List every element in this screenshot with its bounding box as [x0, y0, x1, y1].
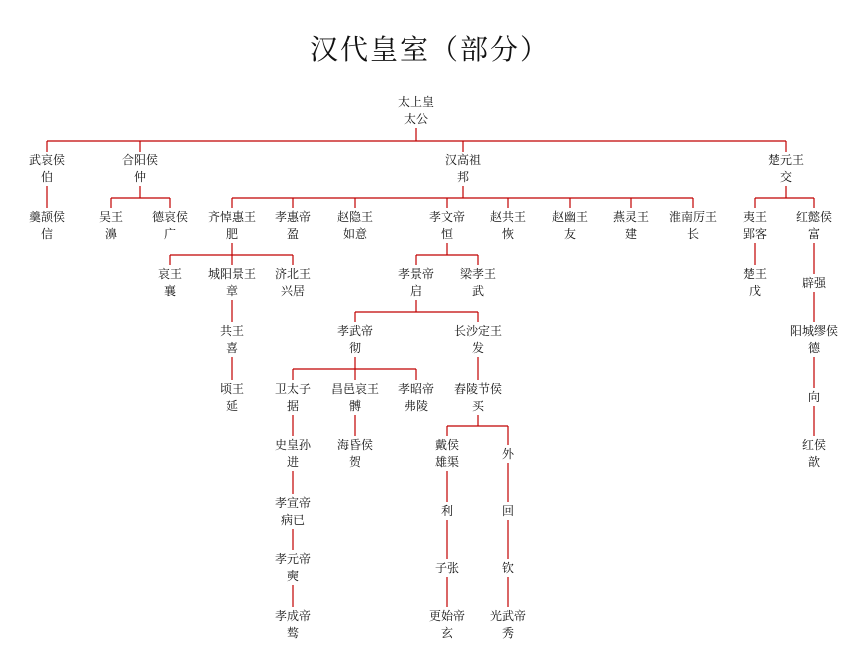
node-jibeiwang [275, 266, 311, 300]
node-role: 孝景帝 [397, 267, 435, 281]
node-name: 弗陵 [403, 399, 429, 413]
node-name: 郢客 [742, 227, 768, 241]
node-role: 舂陵节侯 [453, 382, 503, 396]
node-name: 贺 [348, 455, 362, 469]
node-role: 齐悼惠王 [207, 210, 257, 224]
node-role: 夷王 [742, 210, 768, 224]
node-role: 哀王 [157, 267, 183, 281]
node-chonglingjiehou [454, 381, 502, 415]
node-role: 长沙定王 [453, 324, 503, 338]
node-name: 钦 [501, 561, 515, 575]
node-name: 太公 [403, 112, 429, 126]
node-name: 武 [471, 284, 485, 298]
node-name: 回 [501, 504, 515, 518]
node-huainanliwang [669, 209, 717, 243]
node-role: 共王 [219, 324, 245, 338]
node-wuaihou [29, 152, 65, 186]
node-name: 雄渠 [434, 455, 460, 469]
node-chengdi [275, 608, 311, 642]
node-qin [502, 560, 514, 577]
node-name: 兴居 [280, 284, 306, 298]
node-wudi [337, 323, 373, 357]
node-gengshidi [429, 608, 465, 642]
node-liangxiaowang [460, 266, 496, 300]
node-name: 病已 [280, 513, 306, 527]
node-guangwudi [490, 608, 526, 642]
node-name: 广 [163, 227, 177, 241]
node-role: 光武帝 [489, 609, 527, 623]
node-role: 太上皇 [397, 95, 435, 109]
node-name: 据 [286, 399, 300, 413]
node-zhaodi [398, 381, 434, 415]
node-name: 外 [501, 447, 515, 461]
node-name: 富 [807, 227, 821, 241]
node-yuandi [275, 551, 311, 585]
node-name: 如意 [342, 227, 368, 241]
node-wai [502, 446, 514, 463]
node-shihuangsun [275, 437, 311, 471]
node-name: 秀 [501, 626, 515, 640]
node-zhaogongwang [490, 209, 526, 243]
node-qidaohuiwang [208, 209, 256, 243]
node-role: 楚元王 [767, 153, 805, 167]
node-name: 德 [807, 341, 821, 355]
node-role: 羹颉侯 [28, 210, 66, 224]
node-role: 德哀侯 [151, 210, 189, 224]
node-name: 恒 [440, 227, 454, 241]
node-name: 建 [624, 227, 638, 241]
node-role: 孝昭帝 [397, 382, 435, 396]
node-name: 髆 [348, 399, 362, 413]
node-aiwang [158, 266, 182, 300]
node-zhaoyinwang [337, 209, 373, 243]
node-name: 发 [471, 341, 485, 355]
node-jingdi [398, 266, 434, 300]
node-role: 济北王 [274, 267, 312, 281]
node-name: 交 [779, 170, 793, 184]
node-xiang [808, 389, 820, 406]
node-role: 孝元帝 [274, 552, 312, 566]
node-name: 启 [409, 284, 423, 298]
node-name: 子张 [434, 561, 460, 575]
node-changyiaiwang [331, 381, 379, 415]
node-xiepinghou [29, 209, 65, 243]
node-gaozu [445, 152, 481, 186]
node-name: 仲 [133, 170, 147, 184]
node-name: 伯 [40, 170, 54, 184]
node-hui [502, 503, 514, 520]
node-name: 邦 [456, 170, 470, 184]
node-name: 进 [286, 455, 300, 469]
node-name: 奭 [286, 569, 300, 583]
node-zizhang [435, 560, 459, 577]
node-role: 阳城缪侯 [789, 324, 839, 338]
node-taishanghuang [398, 94, 434, 128]
node-role: 赵隐王 [336, 210, 374, 224]
node-deaihou [152, 209, 188, 243]
node-role: 海昏侯 [336, 438, 374, 452]
node-name: 喜 [225, 341, 239, 355]
node-name: 盈 [286, 227, 300, 241]
node-piqiang [802, 275, 826, 292]
node-name: 骜 [286, 626, 300, 640]
node-name: 襄 [163, 284, 177, 298]
node-role: 梁孝王 [459, 267, 497, 281]
node-role: 孝文帝 [428, 210, 466, 224]
node-name: 彻 [348, 341, 362, 355]
node-chengyangjingwang [208, 266, 256, 300]
node-qingwang [220, 381, 244, 415]
node-role: 武哀侯 [28, 153, 66, 167]
node-role: 卫太子 [274, 382, 312, 396]
node-heyanghou [122, 152, 158, 186]
node-role: 顷王 [219, 382, 245, 396]
node-hongxin [802, 437, 826, 471]
node-name: 长 [686, 227, 700, 241]
node-role: 红懿侯 [795, 210, 833, 224]
node-yiwang [743, 209, 767, 243]
node-gongwang [220, 323, 244, 357]
node-role: 楚王 [742, 267, 768, 281]
node-role: 吴王 [98, 210, 124, 224]
node-xuandi [275, 495, 311, 529]
node-yuhou [435, 437, 459, 471]
node-weitaizi [275, 381, 311, 415]
node-role: 汉高祖 [444, 153, 482, 167]
node-wendi [429, 209, 465, 243]
node-name: 肥 [225, 227, 239, 241]
node-name: 章 [225, 284, 239, 298]
node-yanlingwang [613, 209, 649, 243]
node-role: 赵幽王 [551, 210, 589, 224]
node-name: 向 [807, 390, 821, 404]
node-huidi [275, 209, 311, 243]
node-name: 友 [563, 227, 577, 241]
node-chuyuanwang [768, 152, 804, 186]
node-zhaoyouwang [552, 209, 588, 243]
page-title: 汉代皇室（部分） [309, 33, 550, 66]
node-li [441, 503, 453, 520]
node-role: 更始帝 [428, 609, 466, 623]
node-role: 昌邑哀王 [330, 382, 380, 396]
node-hongyihou [796, 209, 832, 243]
node-role: 燕灵王 [612, 210, 650, 224]
node-role: 史皇孙 [274, 438, 312, 452]
node-role: 红侯 [801, 438, 827, 452]
node-role: 赵共王 [489, 210, 527, 224]
node-name: 恢 [501, 227, 515, 241]
node-changshadingwang [454, 323, 502, 357]
node-name: 濞 [104, 227, 118, 241]
node-name: 歆 [807, 455, 821, 469]
node-haihunhou [337, 437, 373, 471]
node-name: 玄 [440, 626, 454, 640]
node-role: 城阳景王 [207, 267, 257, 281]
node-name: 信 [40, 227, 54, 241]
node-name: 利 [440, 504, 454, 518]
node-yangchengmiaohou [790, 323, 838, 357]
node-name: 辟强 [801, 276, 827, 290]
node-wuwang [99, 209, 123, 243]
node-chuwang [743, 266, 767, 300]
node-role: 戴侯 [434, 438, 460, 452]
node-role: 合阳侯 [121, 153, 159, 167]
node-role: 孝惠帝 [274, 210, 312, 224]
node-role: 淮南厉王 [668, 210, 718, 224]
node-role: 孝武帝 [336, 324, 374, 338]
node-name: 戊 [748, 284, 762, 298]
node-name: 买 [471, 399, 485, 413]
node-name: 延 [225, 399, 239, 413]
node-role: 孝宣帝 [274, 496, 312, 510]
node-role: 孝成帝 [274, 609, 312, 623]
